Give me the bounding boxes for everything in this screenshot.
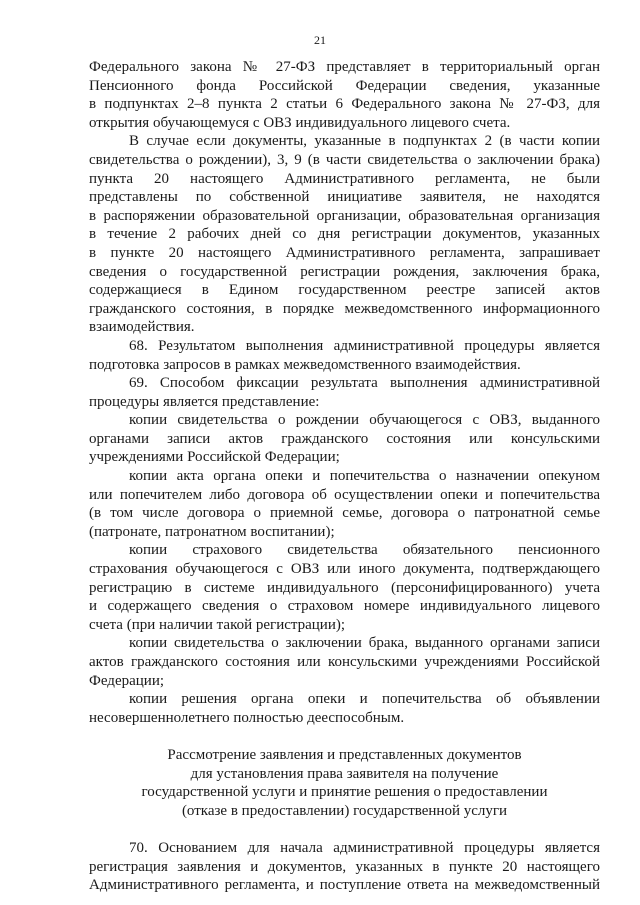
text-line: в подпунктах 2–8 пункта 2 статьи 6 Федерального закона № 27-ФЗ, для [89, 96, 600, 113]
text-line: копии акта органа опеки и попечительства о назначении опекуном [129, 468, 600, 485]
paragraph-68 [89, 337, 600, 374]
text-line: актов гражданского состояния или консульскими учреждениями Российской [89, 654, 600, 670]
text-line: копии страхового свидетельства обязательного пенсионного [129, 542, 600, 559]
paragraph-continuation [89, 58, 600, 132]
text-line: органами записи актов гражданского состояния или консульскими [89, 430, 600, 447]
text-line: сведения о государственной регистрации рождения, заключения брака, [89, 263, 600, 280]
text-line: содержащиеся в Едином государственном реестре записей актов [89, 282, 600, 299]
text-line: учреждениями Российской Федерации; [89, 449, 340, 466]
text-line: (патронате, патронатном воспитании); [89, 523, 335, 540]
section-heading [89, 746, 600, 820]
paragraph-70 [89, 839, 600, 895]
text-line: страхования обучающегося с ОВЗ или иного документа, подтверждающего [89, 561, 600, 578]
text-line: 68. Результатом выполнения административной процедуры является [129, 337, 600, 354]
paragraph [89, 132, 600, 337]
text-line: Федерации; [89, 672, 165, 689]
spacer [89, 820, 600, 839]
list-item-paragraph [89, 411, 600, 467]
heading-line: государственной услуги и принятие решения о предоставлении [141, 784, 548, 801]
heading-line: Рассмотрение заявления и представленных документов [167, 746, 522, 763]
text-line: в распоряжении образовательной организации, образовательная организация [89, 207, 600, 224]
text-line: счета (при наличии такой регистрации); [89, 616, 346, 633]
heading-line: для установления права заявителя на получение [190, 765, 499, 782]
text-line: (в том числе договора о приемной семье, договора о патронатной семье [89, 505, 600, 522]
text-line: 69. Способом фиксации результата выполнения административной [129, 375, 600, 392]
text-line: свидетельства о рождении), 3, 9 (в части свидетельства о заключении брака) [89, 151, 600, 168]
text-line: В случае если документы, указанные в подпунктах 2 (в части копии [129, 133, 600, 150]
text-line: несовершеннолетнего полностью дееспособным. [89, 709, 405, 726]
text-line: копии решения органа опеки и попечительства об объявлении [129, 691, 600, 708]
spacer [89, 727, 600, 746]
text-line: пункта 20 настоящего Административного регламента, не были [89, 170, 600, 187]
text-line: регистрацию в системе индивидуального (персонифицированного) учета [89, 579, 600, 596]
text-line: Федерального закона № 27-ФЗ представляет в территориальный орган [89, 59, 600, 75]
text-line: гражданского состояния, в порядке межведомственного информационного [89, 300, 600, 317]
text-line: копии свидетельства о рождении обучающегося с ОВЗ, выданного [129, 412, 600, 429]
text-line: 70. Основанием для начала административной процедуры является [129, 839, 600, 856]
text-line: представлены по собственной инициативе заявителя, не находятся [89, 189, 600, 206]
heading-line: (отказе в предоставлении) государственной услуги [181, 802, 508, 819]
text-line: Пенсионного фонда Российской Федерации сведения, указанные [89, 77, 600, 94]
text-line: подготовка запросов в рамках межведомственного взаимодействия. [89, 356, 521, 373]
text-line: или попечителем либо договора об осуществлении опеки и попечительства [89, 486, 600, 503]
text-line: и содержащего сведения о страховом номере индивидуального лицевого [89, 598, 600, 615]
text-line: открытия обучающемуся с ОВЗ индивидуального лицевого счета. [89, 114, 511, 131]
text-line: в течение 2 рабочих дней со дня регистрации документов, указанных [89, 226, 600, 243]
text-line: в пункте 20 настоящего Административного регламента, запрашивает [89, 244, 600, 261]
text-line: копии свидетельства о заключении брака, выданного органами записи [129, 635, 600, 652]
page-number: 21 [314, 33, 326, 47]
text-line: взаимодействия. [89, 319, 195, 336]
list-item-paragraph [89, 541, 600, 634]
text-line: процедуры является представление: [89, 393, 320, 410]
paragraph-69 [89, 374, 600, 411]
list-item-paragraph [89, 634, 600, 690]
list-item-paragraph [89, 690, 600, 727]
list-item-paragraph [89, 467, 600, 541]
text-line: регистрация заявления и документов, указанных в пункте 20 настоящего [89, 858, 600, 875]
document-body [89, 58, 600, 895]
text-line: Административного регламента, и поступление ответа на межведомственный [89, 877, 600, 894]
